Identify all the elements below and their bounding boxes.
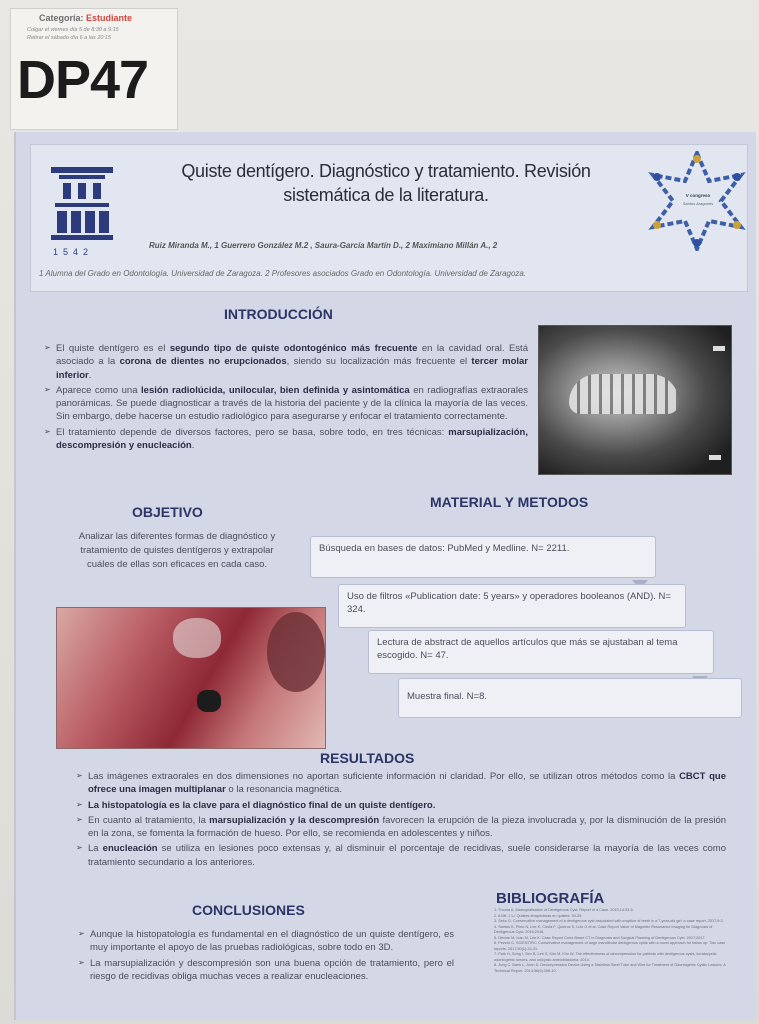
poster-title: Quiste dentígero. Diagnóstico y tratamiento. Revisión sistemática de la literatura. [181,161,591,206]
hang-instruction: Colgar el viernes día 5 de 8:30 a 9:15 [27,27,119,33]
conclusion-bullet: ➢ Aunque la histopatología es fundamental en el diagnóstico de un quiste dentígero, es muy importante el apoyo de las pruebas radiológicas, sobre todo en 3D. [78,928,454,955]
intro-bullet: ➢ El quiste dentígero es el segundo tipo de quiste odontogénico más frecuente en la cavidad oral. Está asociado a la corona de dientes no erupcionados, siendo su localización más frecuente el tercer molar inferior. [44,342,528,382]
conclusiones-list [78,928,454,985]
congress-text-2: Santos Aragonés [682,201,714,206]
intro-bullet: ➢ Aparece como una lesión radiolúcida, unilocular, bien definida y asintomática en radiografías extraorales panorámicas. Se puede diagnosticar a través de la historia del paciente y de la clínica la mayoría de las veces. Sin embargo, debe hacerse un estudio radiológico para asegurarse y enfocar el tratamiento correctamente. [44,384,528,424]
reference-item: 5. Devine M, Ivan M, Lee K. Case Report Cone Beam CT in Diagnosis and Surgical Planning of Dentigerous Cyst. 2017;2017. [494,935,706,940]
remove-instruction: Retirar el sábado día 6 a las 20:15 [27,35,112,41]
reference-item: 3. Seko G. Conservative management of a dentigerous cyst associated with eruption of teeth in a 7-year-old girl: a case report. 2017;5:3. [494,919,724,923]
resultados-list [76,770,726,871]
reference-item: 1. Thoma A. Marsupialization of Dentigerous Cyst: Report of a Case. 2015;14:33-5. [494,908,634,912]
result-bullet: ➢ En cuanto al tratamiento, la marsupialización y la descompresión favorecen la erupción de la pieza involucrada y, por la disminución de la presión en la zona, se fomenta la formación de hueso. Por ello, se recomienda en adolescentes y niños. [76,814,726,841]
result-bullet: ➢ La histopatología es la clave para el diagnóstico final de un quiste dentígero. [76,799,726,812]
category-value: Estudiante [86,13,133,23]
resultados-title: RESULTADOS [320,750,415,766]
panoramic-xray-image [538,325,732,475]
category-line: Categoría: Estudiante [39,13,133,23]
introduccion-title: INTRODUCCIÓN [224,306,333,322]
poster-code: DP47 [17,50,149,110]
poster [14,132,756,1020]
method-step-3: Lectura de abstract de aquellos artículos que más se ajustaban al tema escogido. N= 47. [368,630,714,674]
conclusion-bullet: ➢ La marsupialización y descompresión son una buena opción de tratamiento, pero el riesgo de recidivas obliga muchas veces a realizar enucleaciones. [78,957,454,984]
objetivo-text: Analizar las diferentes formas de diagnóstico y tratamiento de quistes dentígeros y extrapolar cuáles de ellas son eficaces en cada caso. [78,531,276,570]
congress-text-1: V congreso [685,193,711,198]
reference-item: 6. Pezent C. SCIENTIFIC Conservative management of large mandibular dentigerous cysts with a novel approach for follow up: Two case reports. 2017;30(1):24-31. [494,941,726,951]
method-step-4: Muestra final. N=8. [398,678,742,718]
result-bullet: ➢ Las imágenes extraorales en dos dimensiones no aportan suficiente información ni claridad. Por ello, se utilizan otros métodos como la CBCT que ofrece una imagen multiplanar o la resonancia magnética. [76,770,726,797]
method-step-1: Búsqueda en bases de datos: PubMed y Medline. N= 2211. [310,536,656,578]
reference-item: 8. Jung C, Baek L, Jeon D. Decompression Device Using a Stainless Steel Tube and Wire for Treatment of Odontogenic Cystic Lesions: A Technical Report. 2014;36(6):398-10. [494,963,726,973]
reference-item: 2. A Mit, J Li. Quistes terapéuticas en quistes. 30-39. [494,913,583,918]
reference-item: 7. Park H, Song I, Seo B, Lee S, Kim M, Kim W. The effectiveness of decompression for patients with dentigerous cysts, keratocystic odontogenic tumors, and unicystic ameloblastoma. 2014. [494,952,717,962]
university-logo-icon [47,161,117,251]
reference-item: 4. Santos K, Pinto N, Lee K, Costa F, Queiroz S, Luiz G et al. Case Report Value of Magnetic Resonance Imaging for Diagnosis of Dentigerous Cyst. 2016;2016. [494,924,713,934]
bibliografia-title: BIBLIOGRAFÍA [496,890,605,907]
result-bullet: ➢ La enucleación se utiliza en lesiones poco extensas y, al disminuir el porcentaje de recidivas, suele considerarse la mayoría de las veces como tratamiento secundario a los anteriores. [76,842,726,869]
introduccion-list [44,342,528,454]
poster-label-card [10,8,178,130]
bibliografia-list [494,908,730,974]
objetivo-title: OBJETIVO [132,504,203,520]
logo-year: 1542 [53,247,94,257]
poster-affiliations: 1 Alumna del Grado en Odontología. Universidad de Zaragoza. 2 Profesores asociados Grado en Odontología. Universidad de Zaragoza. [39,269,527,278]
clinical-photo [56,607,326,749]
conclusiones-title: CONCLUSIONES [192,902,305,918]
poster-header [30,144,748,292]
method-step-2: Uso de filtros «Publication date: 5 years» y operadores booleanos (AND). N= 324. [338,584,686,628]
poster-authors: Ruiz Miranda M., 1 Guerrero González M.2 , Saura-García Martín D., 2 Maximiano Millán A., 2 [149,241,498,250]
material-metodos-title: MATERIAL Y METODOS [430,494,589,510]
intro-bullet: ➢ El tratamiento depende de diversos factores, pero se basa, sobre todo, en tres técnicas: marsupialización, descompresión y enucleación. [44,426,528,453]
